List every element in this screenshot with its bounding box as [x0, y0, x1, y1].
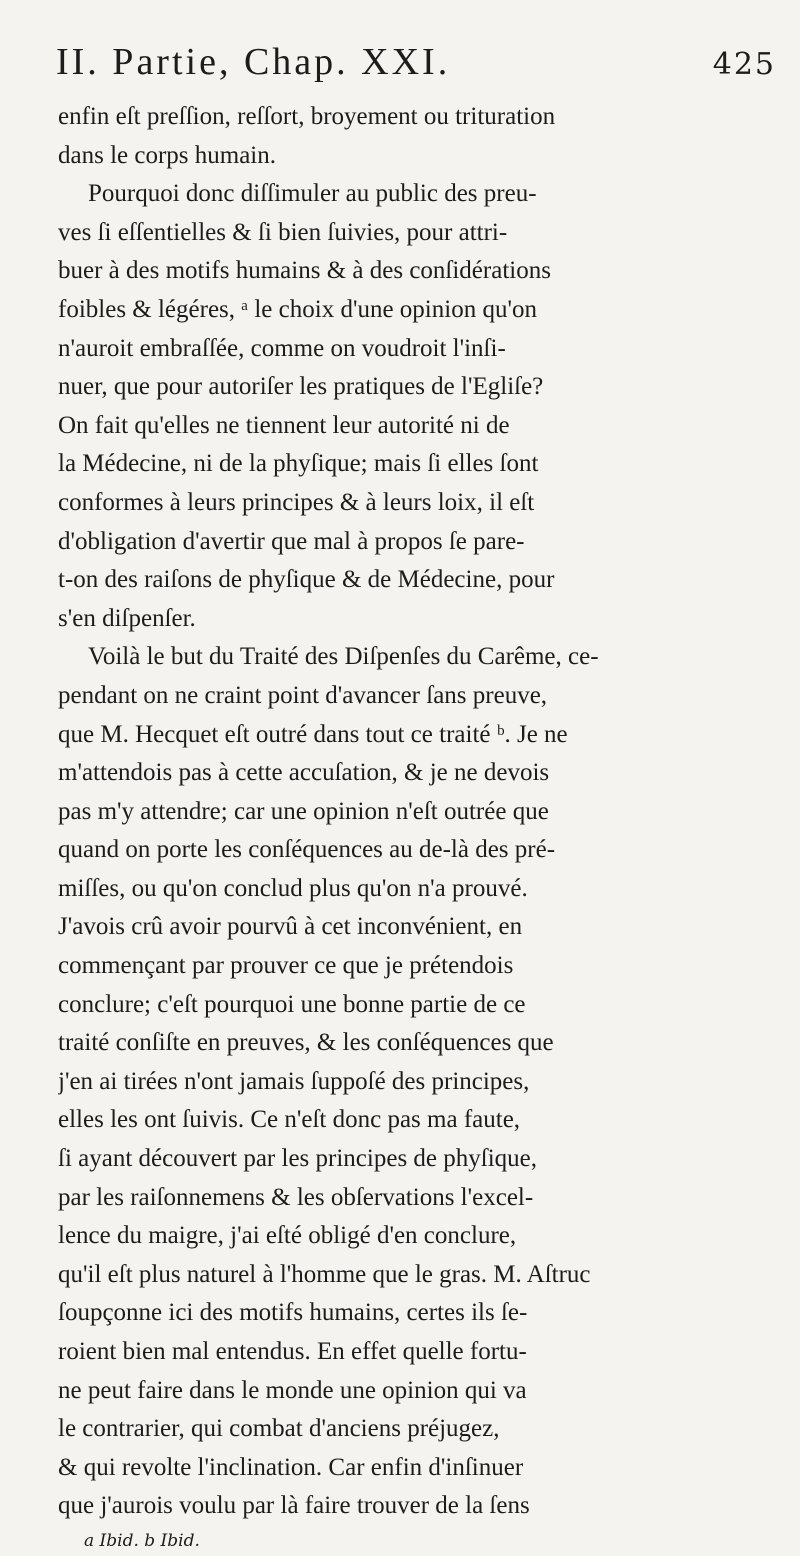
text-line: lence du maigre, j'ai eſté obligé d'en conclure, [58, 1222, 517, 1250]
text-line: traité conſiſte en preuves, & les conſéquences que [58, 1029, 554, 1057]
text-line: J'avois crû avoir pourvû à cet inconvénient, en [58, 913, 523, 941]
text-line: & qui revolte l'inclination. Car enfin d'inſinuer [58, 1453, 524, 1481]
text-line: ſi ayant découvert par les principes de phyſique, [58, 1145, 538, 1173]
text-line: que M. Hecquet eſt outré dans tout ce traité ᵇ. Je ne [58, 720, 568, 748]
text-line: qu'il eſt plus naturel à l'homme que le gras. M. Aſtruc [58, 1260, 591, 1288]
text-line: commençant par prouver ce que je prétendois [58, 952, 514, 980]
text-line: ves ſi eſſentielles & ſi bien ſuivies, pour attri- [58, 218, 508, 246]
text-line: nuer, que pour autoriſer les pratiques de l'Egliſe? [58, 373, 544, 401]
text-line: d'obligation d'avertir que mal à propos ſe pare- [58, 527, 525, 555]
text-line: ne peut faire dans le monde une opinion qui va [58, 1376, 527, 1404]
text-line: conclure; c'eſt pourquoi une bonne partie de ce [58, 990, 526, 1018]
text-line: roient bien mal entendus. En effet quelle fortu- [58, 1338, 527, 1365]
page-number: 425 [712, 47, 776, 82]
text-line: que j'aurois voulu par là faire trouver de la ſens [58, 1492, 530, 1520]
text-line: Voilà le but du Traité des Diſpenſes du Carême, ce- [88, 643, 599, 671]
text-line: s'en diſpenſer. [58, 604, 196, 632]
text-line: pas m'y attendre; car une opinion n'eſt outrée que [58, 797, 549, 825]
text-line: miſſes, ou qu'on conclud plus qu'on n'a prouvé. [58, 874, 528, 902]
text-line: par les raiſonnemens & les obſervations l'excel- [58, 1183, 534, 1211]
text-line: n'auroit embraſſée, comme on voudroit l'inſi- [58, 334, 506, 362]
text-line: j'en ai tirées n'ont jamais ſuppoſé des principes, [58, 1067, 530, 1095]
text-line: pendant on ne craint point d'avancer ſans preuve, [58, 681, 548, 709]
text-line: t-on des raiſons de phyſique & de Médecine, pour [58, 566, 555, 594]
text-line: enfin eſt preſſion, reſſort, broyement ou trituration [58, 103, 556, 130]
text-line: ſoupçonne ici des motifs humains, certes ils ſe- [58, 1299, 528, 1327]
page-header [56, 40, 776, 96]
text-line: la Médecine, ni de la phyſique; mais ſi elles ſont [58, 450, 539, 478]
text-line: conformes à leurs principes & à leurs loix, il eſt [58, 488, 535, 516]
text-line: foibles & légéres, ᵃ le choix d'une opinion qu'on [58, 295, 537, 323]
text-line: le contrarier, qui combat d'anciens préjugez, [58, 1415, 500, 1443]
text-line: On fait qu'elles ne tiennent leur autorité ni de [58, 411, 510, 439]
text-line: Pourquoi donc diſſimuler au public des preu- [88, 180, 537, 208]
text-line: buer à des motifs humains & à des conſidérations [58, 257, 551, 285]
text-line: dans le corps humain. [58, 141, 277, 169]
text-line: quand on porte les conſéquences au de-là des pré- [58, 836, 556, 864]
body-text [58, 98, 788, 1556]
footnotes: a Ibid. b Ibid. [84, 1530, 200, 1551]
text-line: elles les ont ſuivis. Ce n'eſt donc pas ma faute, [58, 1106, 521, 1134]
text-line: m'attendois pas à cette accuſation, & je ne devois [58, 759, 550, 787]
running-head: II. Partie, Chap. XXI. [56, 41, 451, 83]
